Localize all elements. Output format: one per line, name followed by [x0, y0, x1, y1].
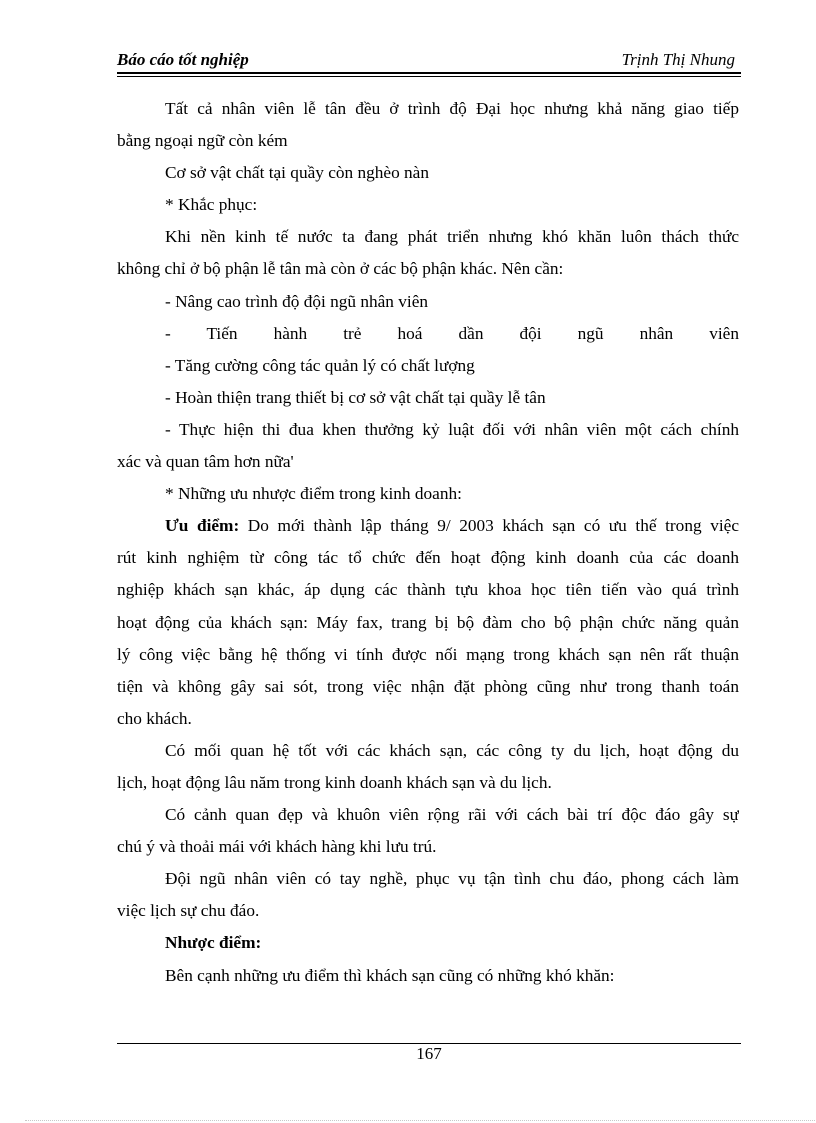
paragraph-line: tiện và không gây sai sót, trong việc nhận đặt phòng cũng như trong thanh toán [117, 676, 739, 696]
paragraph-line: hoạt động của khách sạn: Máy fax, trang bị bộ đàm cho bộ phận chức năng quản [117, 612, 739, 632]
paragraph-line: Cơ sở vật chất tại quầy còn nghèo nàn [165, 163, 429, 183]
page-number: 167 [416, 1044, 442, 1063]
list-item: - Nâng cao trình độ đội ngũ nhân viên [165, 291, 428, 311]
section-label-remedy: * Khắc phục: [165, 195, 258, 215]
advantages-text: Do mới thành lập tháng 9/ 2003 khách sạn có ưu thế trong việc [239, 516, 739, 536]
section-label-pros-cons: * Những ưu nhược điểm trong kinh doanh: [165, 484, 462, 504]
paragraph-line: xác và quan tâm hơn nữa' [117, 452, 294, 472]
paragraph-line: Có mối quan hệ tốt với các khách sạn, các công ty du lịch, hoạt động du [165, 740, 739, 760]
paragraph-line: bằng ngoại ngữ còn kém [117, 131, 288, 151]
list-item: - Tăng cường công tác quản lý có chất lượng [165, 355, 475, 375]
paragraph-line: Tất cả nhân viên lễ tân đều ở trình độ Đại học nhưng khả năng giao tiếp [165, 99, 739, 118]
header-report-title: Báo cáo tốt nghiệp [117, 50, 249, 69]
body-text [117, 93, 739, 992]
header-author-name: Trịnh Thị Nhung [621, 50, 735, 69]
list-item: - Tiến hành trẻ hoá dần đội ngũ nhân viên [165, 323, 739, 343]
disadvantages-label: Nhược điểm: [165, 933, 262, 953]
header-rule-thick [117, 72, 741, 74]
paragraph-line: cho khách. [117, 708, 192, 728]
paragraph-line: rút kinh nghiệm từ công tác tổ chức đến hoạt động kinh doanh của các doanh [117, 548, 739, 568]
list-item: - Hoàn thiện trang thiết bị cơ sở vật chất tại quầy lễ tân [165, 387, 546, 407]
paragraph-line: nghiệp khách sạn khác, áp dụng các thành tựu khoa học tiên tiến vào quá trình [117, 580, 739, 600]
running-header [117, 50, 741, 72]
page-bottom-dotted-border [25, 1120, 815, 1121]
paragraph-line: lịch, hoạt động lâu năm trong kinh doanh khách sạn và du lịch. [117, 772, 552, 792]
paragraph-line: Bên cạnh những ưu điểm thì khách sạn cũng có những khó khăn: [165, 965, 615, 985]
paragraph-line: không chỉ ở bộ phận lễ tân mà còn ở các bộ phận khác. Nên cần: [117, 259, 564, 279]
paragraph-line: Đội ngũ nhân viên có tay nghề, phục vụ tận tình chu đáo, phong cách làm [165, 869, 739, 889]
paragraph-line: lý công việc bằng hệ thống vi tính được nối mạng trong khách sạn nên rất thuận [117, 644, 739, 664]
paragraph-line: Khi nền kinh tế nước ta đang phát triển nhưng khó khăn luôn thách thức [165, 227, 739, 247]
advantages-label: Ưu điểm: [165, 516, 240, 536]
paragraph-line: chú ý và thoải mái với khách hàng khi lưu trú. [117, 837, 437, 857]
list-item: - Thực hiện thi đua khen thưởng kỷ luật đối với nhân viên một cách chính [165, 419, 739, 439]
header-rule-thin [117, 76, 741, 77]
paragraph-line: Có cảnh quan đẹp và khuôn viên rộng rãi với cách bài trí độc đáo gây sự [165, 805, 739, 825]
paragraph-line [117, 510, 739, 542]
paragraph-line: việc lịch sự chu đáo. [117, 901, 260, 921]
